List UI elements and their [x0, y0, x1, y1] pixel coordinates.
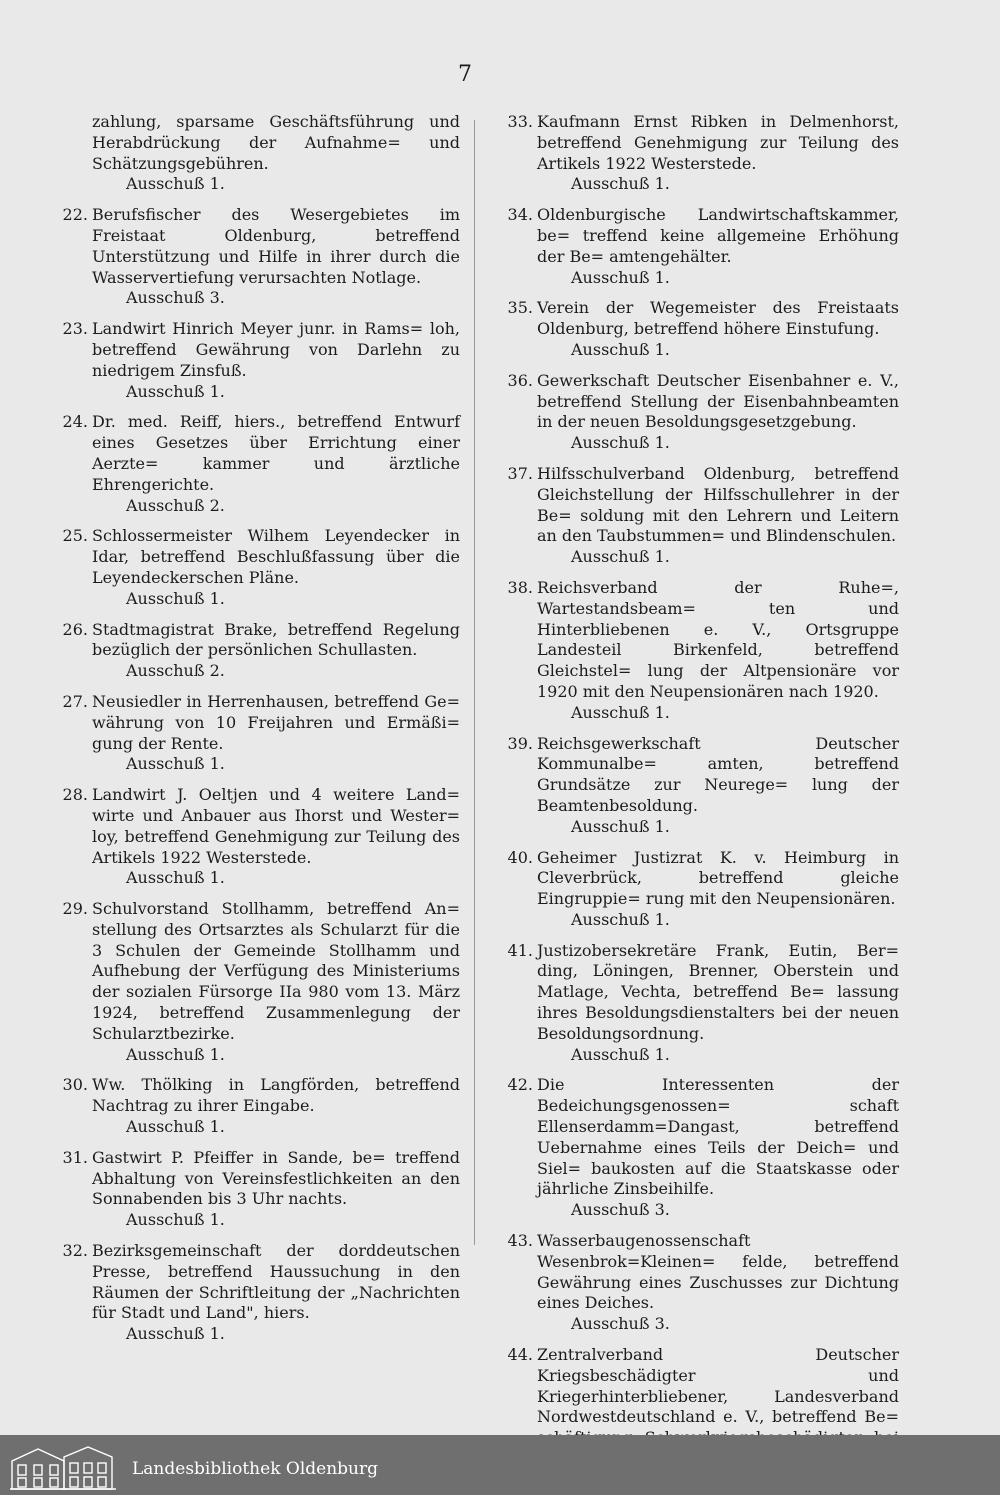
petition-text: Gewerkschaft Deutscher Eisenbahner e. V., betreffend Stellung der Eisenbahnbeamten in der neuen Besoldungsgesetzgebung.	[537, 370, 899, 432]
library-name: Landesbibliothek Oldenburg	[132, 1459, 379, 1479]
petition-number: 38.	[507, 577, 533, 597]
committee-assignment: Ausschuß 1.	[126, 1324, 225, 1344]
petition-number: 42.	[507, 1075, 533, 1095]
petition-number: 29.	[62, 899, 88, 919]
petition-number: 33.	[507, 112, 533, 131]
committee-assignment: Ausschuß 1.	[126, 868, 225, 888]
petition-number: 28.	[62, 785, 88, 805]
petition-text: Landwirt Hinrich Meyer junr. in Rams= loh, betreffend Gewährung von Darlehn zu niedrigem Zinsfuß.	[92, 319, 460, 380]
petition-entry	[52, 620, 460, 682]
petition-entry	[52, 899, 460, 1065]
petition-entry	[497, 205, 899, 288]
petition-entry	[52, 1075, 460, 1137]
petition-number: 23.	[62, 319, 88, 339]
library-building-icon	[8, 1443, 118, 1491]
petition-number: 22.	[62, 205, 88, 225]
petition-text: Landwirt J. Oeltjen und 4 weitere Land= wirte und Anbauer aus Ihorst und Wester= loy, betreffend Genehmigung zur Teilung des Artikels 1922 Westerstede.	[92, 785, 460, 867]
footer-bar	[0, 1435, 1000, 1495]
petition-text: Oldenburgische Landwirtschaftskammer, be= treffend keine allgemeine Erhöhung der Be= amtengehälter.	[537, 205, 899, 266]
petition-entry	[497, 848, 899, 931]
page-number: 7	[458, 62, 472, 87]
petition-entry	[497, 941, 899, 1066]
petition-number: 43.	[507, 1231, 533, 1251]
petition-text: Schlossermeister Wilhem Leyendecker in Idar, betreffend Beschlußfassung über die Leyendeckerschen Pläne.	[92, 526, 460, 587]
committee-assignment: Ausschuß 1.	[126, 1044, 225, 1064]
petition-entry	[52, 205, 460, 309]
petition-entry	[497, 371, 899, 454]
right-column	[497, 112, 899, 1480]
committee-assignment: Ausschuß 1.	[571, 1044, 670, 1064]
committee-assignment: Ausschuß 1.	[571, 816, 670, 836]
petition-number: 27.	[62, 691, 88, 711]
committee-assignment: Ausschuß 1.	[126, 381, 225, 401]
committee-assignment: Ausschuß 3.	[126, 288, 225, 308]
petition-entry	[497, 578, 899, 724]
committee-assignment: Ausschuß 1.	[571, 339, 670, 359]
petition-entry	[52, 112, 460, 195]
committee-assignment: Ausschuß 1.	[126, 1117, 225, 1137]
petition-entry	[497, 734, 899, 838]
petition-number: 31.	[62, 1147, 88, 1167]
committee-assignment: Ausschuß 1.	[126, 588, 225, 608]
petition-text: Dr. med. Reiff, hiers., betreffend Entwurf eines Gesetzes über Errichtung einer Aerzte= kammer und ärztliche Ehrengerichte.	[92, 412, 460, 494]
petition-entry	[52, 412, 460, 516]
petition-text: Geheimer Justizrat K. v. Heimburg in Cleverbrück, betreffend gleiche Eingruppie= rung mit den Neupensionären.	[537, 847, 899, 909]
committee-assignment: Ausschuß 1.	[571, 702, 670, 722]
petition-entry	[52, 319, 460, 402]
committee-assignment: Ausschuß 1.	[571, 174, 670, 194]
committee-assignment: Ausschuß 1.	[571, 547, 670, 567]
petition-entry	[52, 1241, 460, 1345]
petition-text: Berufsfischer des Wesergebietes im Freistaat Oldenburg, betreffend Unterstützung und Hilfe in ihrer durch die Wasservertiefung verursachten Notlage.	[92, 205, 460, 287]
committee-assignment: Ausschuß 1.	[571, 909, 670, 929]
committee-assignment: Ausschuß 1.	[126, 174, 225, 194]
petition-text: Neusiedler in Herrenhausen, betreffend Ge= währung von 10 Freijahren und Ermäßi= gung der Rente.	[92, 691, 460, 753]
petition-text: Justizobersekretäre Frank, Eutin, Ber= ding, Löningen, Brenner, Oberstein und Matlage, Vechta, betreffend Be= lassung ihres Besoldungsdienstalters bei der neuen Besoldungsordnung.	[537, 940, 899, 1043]
column-divider	[474, 120, 475, 1245]
petition-number: 36.	[507, 370, 533, 390]
committee-assignment: Ausschuß 1.	[571, 267, 670, 287]
committee-assignment: Ausschuß 2.	[126, 495, 225, 515]
petition-entry	[497, 464, 899, 568]
petition-text: Zentralverband Deutscher Kriegsbeschädigter und Kriegerhinterbliebener, Landesverband Nordwestdeutschland e. V., betreffend Be=	[537, 1345, 899, 1427]
petition-number: 30.	[62, 1075, 88, 1095]
petition-number: 37.	[507, 463, 533, 483]
petition-number: 32.	[62, 1241, 88, 1261]
petition-number: 35.	[507, 298, 533, 318]
petition-number: 39.	[507, 733, 533, 753]
petition-entry	[52, 1148, 460, 1231]
petition-text: Reichsverband der Ruhe=, Wartestandsbeam= ten und Hinterbliebenen e. V., Ortsgruppe Landesteil Birkenfeld, betreffend Gleichstel= lung der Altpensionäre vor 1920 mit den Neupensionären nach 1920.	[537, 577, 899, 701]
petition-text: Verein der Wegemeister des Freistaats Oldenburg, betreffend höhere Einstufung.	[537, 298, 899, 339]
petition-number: 24.	[62, 412, 88, 432]
petition-text: Gastwirt P. Pfeiffer in Sande, be= treffend Abhaltung von Vereinsfestlichkeiten an den Sonnabenden bis 3 Uhr nachts.	[92, 1147, 460, 1209]
petition-number: 25.	[62, 526, 88, 546]
petition-text: zahlung, sparsame Geschäftsführung und Herabdrückung der Aufnahme= und Schätzungsgebühren.	[92, 112, 460, 173]
petition-number: 41.	[507, 940, 533, 960]
committee-assignment: Ausschuß 3.	[571, 1200, 670, 1220]
petition-text: Kaufmann Ernst Ribken in Delmenhorst, betreffend Genehmigung zur Teilung des Artikels 1922 Westerstede.	[537, 112, 899, 173]
committee-assignment: Ausschuß 1.	[126, 1210, 225, 1230]
committee-assignment: Ausschuß 1.	[571, 433, 670, 453]
petition-text: Hilfsschulverband Oldenburg, betreffend Gleichstellung der Hilfsschullehrer in der Be= soldung mit den Lehrern und Leitern an den Taubstummen= und Blindenschulen.	[537, 463, 899, 546]
petition-text: Wasserbaugenossenschaft Wesenbrok=Kleinen= felde, betreffend Gewährung eines Zuschusses zur Dichtung eines Deiches.	[537, 1231, 899, 1313]
petition-number: 34.	[507, 205, 533, 225]
petition-text: Ww. Thölking in Langförden, betreffend Nachtrag zu ihrer Eingabe.	[92, 1075, 460, 1116]
petition-number: 40.	[507, 847, 533, 867]
petition-entry	[497, 112, 899, 195]
petition-entry	[497, 1231, 899, 1335]
petition-entry	[497, 1075, 899, 1221]
petition-entry	[52, 692, 460, 775]
petition-entry	[52, 785, 460, 889]
petition-text: Reichsgewerkschaft Deutscher Kommunalbe= amten, betreffend Grundsätze zur Neurege= lung der Beamtenbesoldung.	[537, 733, 899, 815]
petition-text: Bezirksgemeinschaft der dorddeutschen Presse, betreffend Haussuchung in den Räumen der Schriftleitung der „Nachrichten für Stadt und Land", hiers.	[92, 1241, 460, 1323]
committee-assignment: Ausschuß 3.	[571, 1314, 670, 1334]
petition-number: 26.	[62, 619, 88, 639]
left-column	[52, 112, 460, 1355]
petition-entry	[52, 526, 460, 609]
petition-number: 44.	[507, 1345, 533, 1365]
committee-assignment: Ausschuß 2.	[126, 661, 225, 681]
petition-entry	[497, 298, 899, 360]
petition-text: Stadtmagistrat Brake, betreffend Regelung bezüglich der persönlichen Schullasten.	[92, 619, 460, 660]
committee-assignment: Ausschuß 1.	[126, 754, 225, 774]
petition-text: Die Interessenten der Bedeichungsgenossen= schaft Ellenserdamm=Dangast, betreffend Uebernahme eines Teils der Deich= und Siel= baukosten auf die Staatskasse oder jährliche Zinsbeihilfe.	[537, 1075, 899, 1199]
petition-text: Schulvorstand Stollhamm, betreffend An= stellung des Ortsarztes als Schularzt für die 3 Schulen der Gemeinde Stollhamm und Aufhebung der Verfügung des Ministeriums der sozialen Fürsorge IIa 980 vom 13. März 1924, betreffend Zusammenlegung der Schularztbezirke.	[92, 899, 460, 1043]
